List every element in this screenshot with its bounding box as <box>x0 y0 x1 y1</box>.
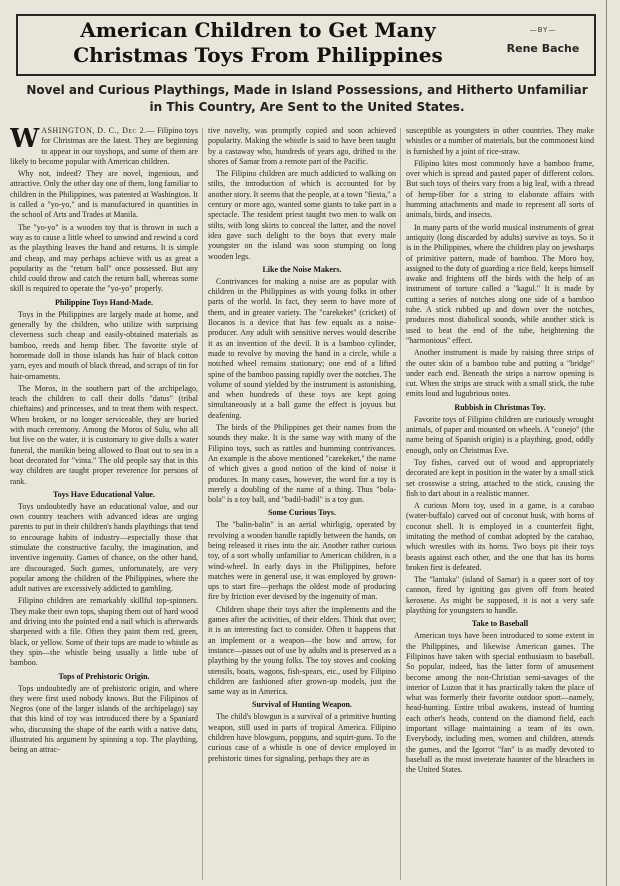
paragraph: The "yo-yo" is a wooden toy that is thrown in such a way as to cause a little wheel to unwind and rewind a cord as the plaything leaves the hand and returns. It is simple and cheap, and may perhaps achieve with us as great a popularity as the "return ball" once possessed. But any child could throw and catch the return ball, whereas some skill is required to operate the "yo-yo" properly. <box>10 222 198 294</box>
paragraph: Toy fishes, carved out of wood and appropriately decorated are kept in position in the water by a small stick set crosswise a string, attached to the stick, causing the fish to dart about in a realistic manner. <box>406 457 594 498</box>
paragraph: The Filipino children are much addicted to walking on stilts, the introduction of which is accounted for by another story. It seems that the people, at a town "fiesta," a century or more ago, wanted some giants to take part in a spectacle. The resident priest taught two men to walk on stilts, with long skirts to conceal the latter, and the novel idea gave such delight to the boys that every male youngster on the island was soon stumping on long wooden legs. <box>208 169 396 261</box>
byline-author: Rene Bache <box>506 42 580 55</box>
paragraph: Filipino kites most commonly have a bamboo frame, over which is spread and pasted paper of different colors. But such toys of theirs vary from a big leaf, with a thread of hemp-fiber for a string to elaborate affairs with humming attachments and made to represent all sorts of animals, birds, and insects. <box>406 158 594 220</box>
paragraph: Toys undoubtedly have an educational value, and our own country teachers with advanced ideas are urging parents to put in their children's hands playthings that tend to encourage habits of industry—especially those that stimulate the constructive faculty, the imagination, and inventive ingenuity. Games of chance, on the other hand, are discouraged. Such games, unfortunately, are very popular among the children of the Philippines, where the adult natives are excessively addicted to gambling. <box>10 501 198 594</box>
paragraph: A curious Moro toy, used in a game, is a carabao (water-buffalo) carved out of coconut husk, with horns of coconut shell. It is employed in a counterfeit fight, imitating the method of combat adopted by the carabao, which wrestles with its horns. Two boys pit their toys beasts against each other, and the one that has its horns broken first is defeated. <box>406 501 594 572</box>
paragraph: tive novelty, was promptly copied and soon achieved popularity. Making the whistle is said to have been taught by a castaway who, hundreds of years ago, drifted to the shores of Samar from a remote part of the Pacific. <box>208 126 396 166</box>
paragraph: The Moros, in the southern part of the archipelago, teach the children to call their dolls "datus" (tribal chieftains) and princesses, and to treat them with respect. When broken, or no longer serviceable, they are buried with much ceremony. Among the Moros of Sulu, who all but live on the water, it is customary to give dolls a water funeral, the manikin being allowed to float out to sea in a boat decorated for "vinta." The old people say that in this way children are taught proper reverence for persons of rank. <box>10 383 198 486</box>
section-heading: Survival of Hunting Weapon. <box>252 700 352 710</box>
column-divider <box>202 128 203 880</box>
section-heading: Philippine Toys Hand-Made. <box>54 297 154 307</box>
paragraph: Favorite toys of Filipino children are curiously wrought animals, of paper and mounted on wheels. A "conejo" (the name being of Spanish origin) is a plaything, good, oddly enough, only on Christmas Eve. <box>406 414 594 455</box>
paragraph-text: Filipino toys for Christmas are the latest. They are beginning to appear in our toyshops, and some of them are likely to become popular with American children. <box>10 126 198 166</box>
section-heading: Some Curious Toys. <box>268 508 336 518</box>
paragraph: Another instrument is made by raising three strips of the outer skin of a bamboo tube and putting a "bridge" under each end. Beneath the strips a narrow opening is cut. When the strips are struck with a small stick, the tube emits loud and lugubrious notes. <box>406 348 594 399</box>
paragraph: American toys have been introduced to some extent in the Philippines, and likewise American games. The Filipinos have taken with special enthusiasm to baseball. So popular, indeed, has the latter form of amusement become among the non-Christian semi-savages of the interior of Luzon that it has practically taken the place of what was formerly their favorite outdoor sport—namely, head-hunting. Entire tribal awakens, instead of hunting each other's heads, contend on the diamond field, each important village maintaining a team of its own. Everybody, including men, women and children, attends the games, and the Igorrot "fan" is as madly devoted to baseball as the most inveterate haunter of the bleachers in the United States. <box>406 631 594 775</box>
paragraph: Contrivances for making a noise are as popular with children in the Philippines as with young folks in other parts of the world. In fact, they seem to have more of them, and in greater variety. The "carekeket" (cricket) of Ilocanos is a device that has few equals as a noise-producer. Any adult with sensitive nerves would describe it as an invention of the devil. It is a bamboo cylinder, made to revolve by moving the hand in a circle, while a notched wheel remains stationary; one end of a lifted spine of the bamboo passing rapidly over the notches. The volume of sound yielded by the instrument is astonishing, and when hundreds of these toys are kept going simultaneously at a ball game the effect is joyous but deafening. <box>208 276 396 420</box>
column-divider <box>400 128 401 880</box>
page-edge-rule <box>606 0 607 886</box>
column-1 <box>10 126 198 882</box>
section-heading: Rubbish in Christmas Toy. <box>454 402 546 412</box>
section-heading: Like the Noise Makers. <box>262 264 342 274</box>
paragraph: The child's blowgun is a survival of a primitive hunting weapon, still used in parts of tropical America. Filipino children have blowguns, popguns, and squirt-guns. To the curious case of a whistle is one of device employed in prehistoric times for signaling, perhaps they are as <box>208 712 396 763</box>
headline-box <box>16 14 596 76</box>
paragraph: Tops undoubtedly are of prehistoric origin, and where they were first used nobody knows. But the Filipinos of Negros (one of the larger islands of the archipelago) say that this kind of toy was introduced there by a Spaniard who, discussing the shape of the earth with a native datu, illustrated his argument by spinning a top. The plaything, being an attrac- <box>10 683 198 755</box>
column-2 <box>208 126 396 882</box>
paragraph <box>10 126 198 167</box>
paragraph: The "lantaka" (island of Samar) is a queer sort of toy cannon, fired by igniting gas given off from heated kerosene. As might be supposed, it is not a very safe plaything for youngsters to handle. <box>406 575 594 616</box>
headline: American Children to Get Many Christmas Toys From Philippines <box>73 18 443 67</box>
paragraph: In many parts of the world musical instruments of great antiquity (long discarded by adults) survive as toys. So it is in the Philippines, where the children play on jewsharps of primitive pattern, made of bamboo. The Moro boy, assigned to the duty of guarding a rice field, keeps himself awake and frightens off the birds with the help of an instrument of torture called a "kagul." It is made by cutting a series of notches along one side of a bamboo tube. A stick rubbed up and down over the notches, produces most diabolical sounds, while another stick is used to beat the end of the tube, heightening the "harmonious" effect. <box>406 222 594 345</box>
paragraph: Toys in the Philippines are largely made at home, and generally by the children, who utilize with surprising cleverness such cheap and easily-obtained materials as bamboo, reeds and hemp fiber. The favorite style of homemade doll in those islands has hair of black cotton yarn, eyes and mouth of black thread, and scraps of tin for hair-ornaments. <box>10 309 198 381</box>
section-heading: Tops of Prehistoric Origin. <box>58 671 150 681</box>
dateline: ASHINGTON, D. C., Dec 2.— <box>41 126 156 135</box>
column-3 <box>406 126 594 882</box>
paragraph: The "balin-balin" is an aerial whirligig, operated by revolving a wooden handle rapidly between the hands, on being released it rises into the air. Another rather curious toy, of a sort wholly unfamiliar to American children, is a wind-wheel. In early days in the Philippines, before matches were in general use, it was employed by grown-ups to start fire—perhaps the oldest mode of producing fire by friction ever devised by the ingenuity of man. <box>208 520 396 602</box>
byline-prefix: —BY— <box>529 26 557 34</box>
section-heading: Toys Have Educational Value. <box>53 489 155 499</box>
drop-cap: W <box>10 126 40 154</box>
paragraph: Filipino children are remarkably skillful top-spinners. They make their own tops, shaping them out of hard wood and driving into the pointed end a nail which is afterwards sharpened with a file. Often they paint them red, green, black, or yellow. Some of their tops are made to whistle as they spin—the whistle being usually a little tube of bamboo. <box>10 596 198 668</box>
paragraph: susceptible as youngsters in other countries. They make whistles or a number of materials, but the commonest kind is furnished by a joint of rice-straw. <box>406 126 594 156</box>
paragraph: Why not, indeed? They are novel, ingenious, and attractive. Only the other day one of them, long familiar to children in the Philippines, was patented at Washington. It is called a "yo-yo," and is manufactured in quantities in the school of Arts and Trades at Manila. <box>10 169 198 220</box>
paragraph: The birds of the Philippines get their names from the sounds they make. It is the same way with many of the Filipino toys, such as rattles and humming contrivances. An example is the above mentioned "carekeket," the name of which gives a good notion of the kind of noise it produces. In many cases, however, the word for a toy is merely a doubling of the name of a thing. Thus "bola-bola" is a toy ball, and "badil-badil" is a toy gun. <box>208 423 396 505</box>
subheadline: Novel and Curious Playthings, Made in Island Possessions, and Hitherto Unfamiliar in This Country, Are Sent to the United States. <box>26 83 588 114</box>
paragraph: Children shape their toys after the implements and the games after the activities, of their elders. Think that over; it is an interesting fact to consider. Often it happens that an implement or a weapon—the bow and arrow, for instance—passes out of use by adults and is preserved as a plaything by the young folks. The toy stoves and cooking utensils, boats, wagons, fish-spears, etc., used by Filipino children are fashioned after grown-up models, just the same way as in America. <box>208 604 396 697</box>
section-heading: Take to Baseball <box>471 619 529 629</box>
